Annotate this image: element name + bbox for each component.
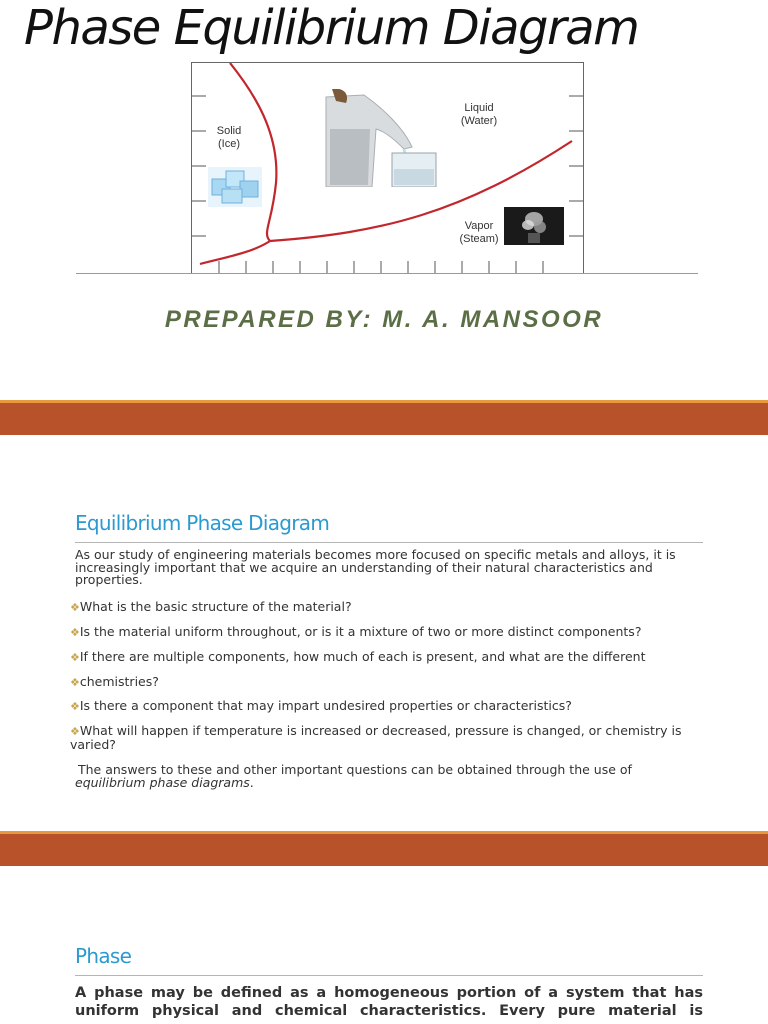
ice-cubes-image xyxy=(208,167,262,207)
water-pitcher-image xyxy=(324,89,442,187)
title-divider xyxy=(76,273,698,274)
diamond-bullet-icon: ❖ xyxy=(70,626,80,639)
diamond-bullet-icon: ❖ xyxy=(70,725,80,738)
section-heading: Phase xyxy=(75,944,132,968)
right-axis-ticks xyxy=(569,96,583,236)
bullet-item: ❖chemistries? xyxy=(70,674,159,689)
diamond-bullet-icon: ❖ xyxy=(70,700,80,713)
phase-slide xyxy=(0,866,768,1024)
heading-rule xyxy=(75,542,703,543)
left-axis-ticks xyxy=(192,96,206,236)
slide-title: Phase Equilibrium Diagram xyxy=(24,0,639,56)
bullet-item: ❖Is the material uniform throughout, or is it a mixture of two or more distinct components? xyxy=(70,624,642,639)
prepared-by: PREPARED BY: M. A. MANSOOR xyxy=(164,306,604,333)
diamond-bullet-icon: ❖ xyxy=(70,676,80,689)
solid-label-line2: (Ice) xyxy=(218,138,240,150)
steam-image xyxy=(504,207,564,245)
bullet-item: ❖If there are multiple components, how much of each is present, and what are the different xyxy=(70,649,646,664)
solid-label-line1: Solid xyxy=(216,125,242,137)
bullet-item: ❖What is the basic structure of the material? xyxy=(70,599,352,614)
liquid-label-line1: Liquid xyxy=(464,102,494,114)
phase-definition: A phase may be defined as a homogeneous portion of a system that has uniform physical and chemical characteristics. Every pure material is xyxy=(75,985,703,1019)
section-heading: Equilibrium Phase Diagram xyxy=(75,511,330,535)
bullet-item: ❖What will happen if temperature is increased or decreased, pressure is changed, or chemistry is varied? xyxy=(70,723,682,752)
liquid-label-line2: (Water) xyxy=(460,115,498,127)
equilibrium-slide xyxy=(0,435,768,831)
slide-separator-bar xyxy=(0,831,768,866)
title-slide xyxy=(0,0,768,400)
bullet-item: ❖Is there a component that may impart undesired properties or characteristics? xyxy=(70,698,572,713)
liquid-label xyxy=(454,102,504,128)
closing-paragraph: The answers to these and other important questions can be obtained through the use of equilibrium phase diagrams. xyxy=(75,762,632,790)
vapor-label xyxy=(454,220,504,246)
phase-diagram xyxy=(191,62,584,274)
heading-rule xyxy=(75,975,703,976)
bottom-axis-ticks xyxy=(219,261,543,273)
vapor-label-line1: Vapor xyxy=(464,220,494,232)
diamond-bullet-icon: ❖ xyxy=(70,651,80,664)
vapor-label-line2: (Steam) xyxy=(459,233,499,245)
intro-paragraph: As our study of engineering materials becomes more focused on specific metals and alloys, it is increasingly important that we acquire an understanding of their natural characteristics and properties. xyxy=(75,547,676,587)
diamond-bullet-icon: ❖ xyxy=(70,601,80,614)
solid-liquid-boundary xyxy=(230,63,276,241)
sublimation-boundary xyxy=(200,241,270,264)
solid-label xyxy=(208,125,250,151)
slide-separator-bar xyxy=(0,400,768,435)
